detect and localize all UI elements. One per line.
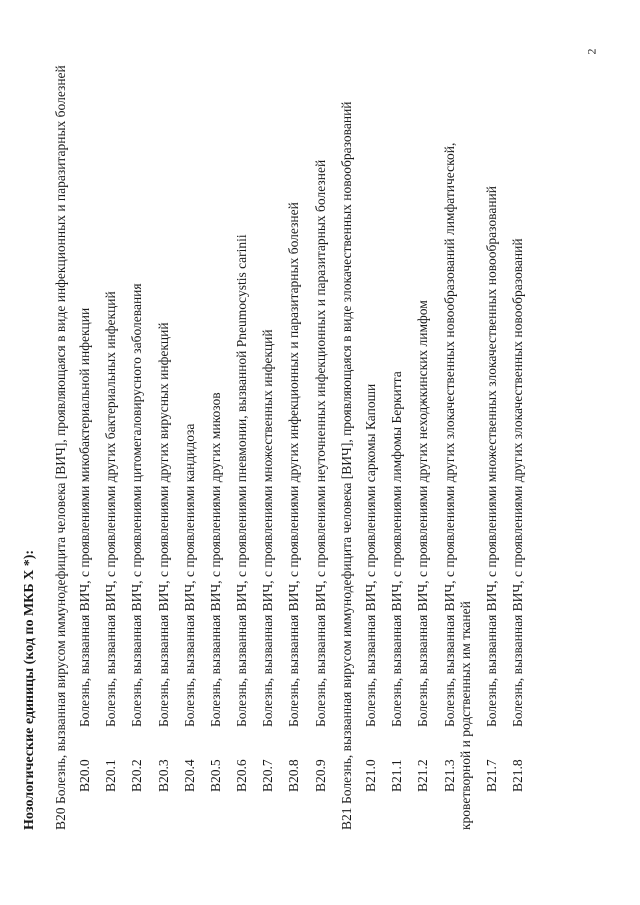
list-item <box>156 10 172 830</box>
list-item <box>389 10 405 830</box>
item-description-continuation: кроветворной и родственных им тканей <box>457 601 473 830</box>
list-item <box>182 10 198 830</box>
item-description: Болезнь, вызванная ВИЧ, с проявлениями других злокачественных новообразований лимфатической, <box>441 142 457 727</box>
group-b21 <box>339 10 355 830</box>
item-description: Болезнь, вызванная ВИЧ, с проявлениями цитомегаловирусного заболевания <box>129 283 145 727</box>
item-description: Болезнь, вызванная ВИЧ, с проявлениями других микозов <box>207 392 223 727</box>
item-code: B20.8 <box>286 759 302 792</box>
list-item <box>415 10 431 830</box>
item-description: Болезнь, вызванная ВИЧ, с проявлениями других неходжкинских лимфом <box>415 300 431 727</box>
list-item <box>260 10 276 830</box>
item-description: Болезнь, вызванная ВИЧ, с проявлениями других злокачественных новообразований <box>510 238 526 727</box>
list-item <box>510 10 526 830</box>
item-description: Болезнь, вызванная ВИЧ, с проявлениями кандидоза <box>181 423 197 727</box>
group-code: B20 <box>52 807 68 830</box>
section-heading: Нозологические единицы (код по МКБ X *): <box>22 549 37 830</box>
item-code: B21.1 <box>389 759 405 792</box>
list-item <box>363 10 379 830</box>
item-description: Болезнь, вызванная ВИЧ, с проявлениями саркомы Капоши <box>363 383 379 727</box>
item-code: B20.3 <box>155 759 171 792</box>
item-code: B20.7 <box>260 759 276 792</box>
item-code: B21.8 <box>510 759 526 792</box>
item-description: Болезнь, вызванная ВИЧ, с проявлениями других вирусных инфекций <box>155 322 171 727</box>
list-item <box>234 10 250 830</box>
item-code: B20.5 <box>207 759 223 792</box>
group-description: Болезнь, вызванная вирусом иммунодефицита человека [ВИЧ], проявляющаяся в виде инфекционных и паразитарных болезней <box>52 65 68 804</box>
item-description: Болезнь, вызванная ВИЧ, с проявлениями других инфекционных и паразитарных болезней <box>286 202 302 727</box>
item-description: Болезнь, вызванная ВИЧ, с проявлениями множественных инфекций <box>260 329 276 727</box>
item-description: Болезнь, вызванная ВИЧ, с проявлениями других бактериальных инфекций <box>103 291 119 727</box>
item-code: B20.0 <box>76 759 92 792</box>
document-body <box>22 10 622 830</box>
item-description: Болезнь, вызванная ВИЧ, с проявлениями пневмонии, вызванной Pneumocystis carinii <box>234 234 250 727</box>
list-item <box>103 10 119 830</box>
item-code: B21.3 <box>441 759 457 792</box>
page-number: 2 <box>584 48 599 55</box>
item-code: B20.1 <box>103 759 119 792</box>
item-description: Болезнь, вызванная ВИЧ, с проявлениями микобактериальной инфекции <box>76 307 92 727</box>
group-description: Болезнь, вызванная вирусом иммунодефицита человека [ВИЧ], проявляющаяся в виде злокачественных новообразований <box>338 101 354 804</box>
list-item <box>286 10 302 830</box>
list-item <box>313 10 329 830</box>
item-code: B20.6 <box>234 759 250 792</box>
item-code: B21.2 <box>415 759 431 792</box>
group-code: B21 <box>338 807 354 830</box>
list-item <box>484 10 500 830</box>
item-code: B20.9 <box>312 759 328 792</box>
item-description: Болезнь, вызванная ВИЧ, с проявлениями множественных злокачественных новообразований <box>483 185 499 727</box>
item-code: B20.4 <box>181 759 197 792</box>
list-item <box>77 10 93 830</box>
item-description: Болезнь, вызванная ВИЧ, с проявлениями лимфомы Беркитта <box>389 371 405 727</box>
list-item <box>442 10 474 830</box>
list-item <box>129 10 145 830</box>
item-description: Болезнь, вызванная ВИЧ, с проявлениями неуточненных инфекционных и паразитарных болезней <box>312 159 328 727</box>
item-code: B21.7 <box>483 759 499 792</box>
list-item <box>208 10 224 830</box>
group-b20 <box>53 10 69 830</box>
item-code: B20.2 <box>129 759 145 792</box>
item-code: B21.0 <box>363 759 379 792</box>
